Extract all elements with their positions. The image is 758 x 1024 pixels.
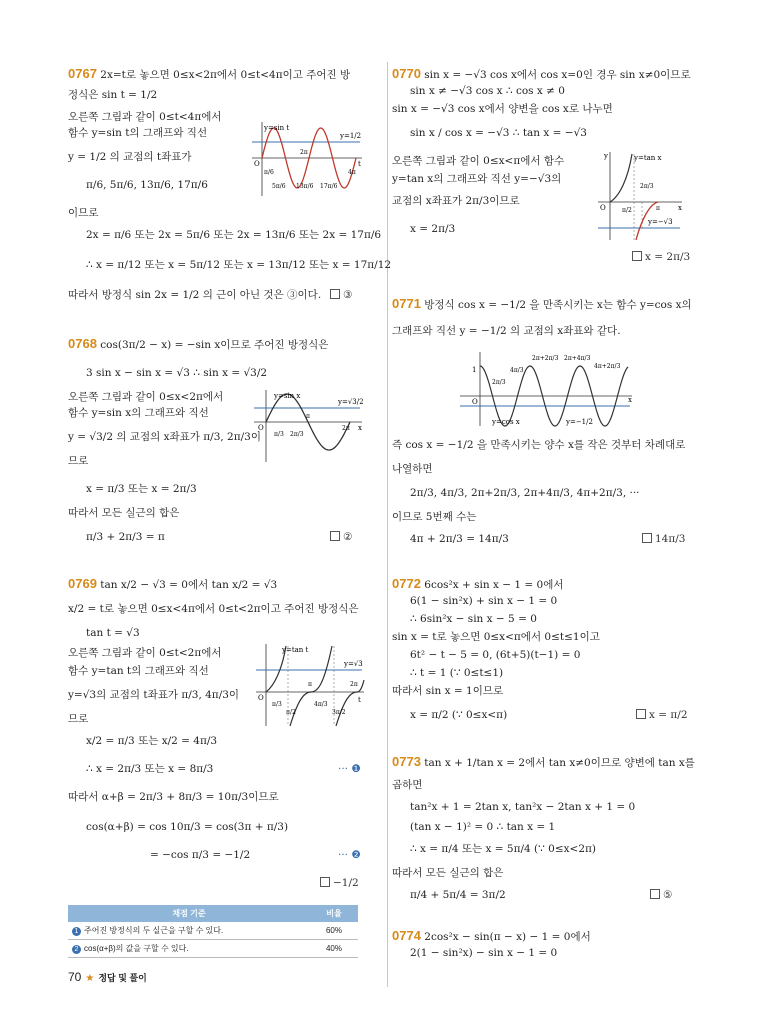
text-line: 3 sin x − sin x = √3 ∴ sin x = √3/2 bbox=[86, 367, 268, 379]
text-line: 따라서 α+β = 2π/3 + 8π/3 = 10π/3이므로 bbox=[68, 791, 279, 803]
svg-text:4π: 4π bbox=[348, 169, 356, 176]
problem-number: 0772 bbox=[392, 576, 421, 591]
text-line: 따라서 모든 실근의 합은 bbox=[68, 507, 180, 519]
svg-text:y=cos x: y=cos x bbox=[492, 418, 520, 426]
step-number-badge: 2 bbox=[72, 945, 81, 954]
svg-text:y=√3: y=√3 bbox=[344, 660, 363, 668]
svg-text:y: y bbox=[604, 152, 608, 160]
text-line: 그래프와 직선 y = −1/2 의 교점의 x좌표와 같다. bbox=[392, 325, 621, 337]
svg-text:t: t bbox=[358, 160, 361, 168]
problem-number: 0774 bbox=[392, 928, 421, 943]
problem-number: 0773 bbox=[392, 754, 421, 769]
text-line: 2π/3, 4π/3, 2π+2π/3, 2π+4π/3, 4π+2π/3, ··· bbox=[410, 487, 640, 499]
text-line: ∴ x = 2π/3 또는 x = 8π/3 bbox=[86, 763, 214, 775]
text-line: x = π/2 (∵ 0≤x<π) bbox=[410, 709, 508, 721]
text-line: 오른쪽 그림과 같이 0≤t<4π에서 bbox=[68, 111, 222, 123]
text-line: ∴ 6sin²x − sin x − 5 = 0 bbox=[410, 613, 537, 625]
text-line: 함수 y=tan t의 그래프와 직선 bbox=[68, 665, 209, 677]
answer-box-icon bbox=[330, 531, 340, 541]
answer-box-icon bbox=[650, 889, 660, 899]
text-line: π/4 + 5π/4 = 3π/2 bbox=[410, 889, 506, 901]
svg-text:O: O bbox=[472, 398, 478, 406]
text-line: y=√3의 교점의 t좌표가 π/3, 4π/3이 bbox=[68, 689, 240, 701]
svg-text:π/3: π/3 bbox=[272, 701, 282, 708]
svg-text:O: O bbox=[254, 160, 260, 168]
svg-text:y=sin x: y=sin x bbox=[274, 392, 301, 400]
svg-text:y=√3/2: y=√3/2 bbox=[338, 398, 364, 406]
problem-0772-line1: 0772 6cos²x + sin x − 1 = 0에서 bbox=[392, 576, 564, 591]
text-line: 4π + 2π/3 = 14π/3 bbox=[410, 533, 509, 545]
svg-text:2π+2π/3: 2π+2π/3 bbox=[532, 355, 559, 362]
svg-text:2π: 2π bbox=[342, 425, 350, 432]
tan-graph-0769 bbox=[252, 640, 368, 730]
text-line: 2(1 − sin²x) − sin x − 1 = 0 bbox=[410, 947, 558, 959]
text-line: sin x ≠ −√3 cos x ∴ cos x ≠ 0 bbox=[410, 85, 565, 97]
text-line: 나열하면 bbox=[392, 463, 433, 475]
text-line: 따라서 모든 실근의 합은 bbox=[392, 867, 504, 879]
answer-box-icon bbox=[642, 533, 652, 543]
text-line: 이므로 bbox=[68, 207, 99, 219]
text-line: 6(1 − sin²x) + sin x − 1 = 0 bbox=[410, 595, 558, 607]
table-header: 채점 기준 bbox=[68, 905, 310, 922]
svg-text:y=−√3: y=−√3 bbox=[648, 218, 673, 226]
text-line: 따라서 sin x = 1이므로 bbox=[392, 685, 504, 697]
text-line: y = 1/2 의 교점의 t좌표가 bbox=[68, 151, 192, 163]
svg-text:y=1/2: y=1/2 bbox=[340, 132, 362, 140]
problem-0773-line1: 0773 tan x + 1/tan x = 2에서 tan x≠0이므로 양변에 tan x를 bbox=[392, 754, 695, 769]
svg-text:5π/6: 5π/6 bbox=[272, 183, 286, 190]
problem-0771-line1: 0771 방정식 cos x = −1/2 을 만족시키는 x는 함수 y=cos x의 bbox=[392, 296, 692, 311]
svg-text:2π/3: 2π/3 bbox=[290, 431, 304, 438]
svg-text:x: x bbox=[358, 424, 362, 432]
svg-text:x: x bbox=[628, 396, 632, 404]
column-divider bbox=[387, 62, 388, 987]
text-line: (tan x − 1)² = 0 ∴ tan x = 1 bbox=[410, 821, 556, 833]
text-line: 오른쪽 그림과 같이 0≤t<2π에서 bbox=[68, 647, 222, 659]
text-line: π/3 + 2π/3 = π bbox=[86, 531, 165, 543]
sine-graph-0767 bbox=[248, 118, 366, 200]
svg-text:y=tan t: y=tan t bbox=[282, 646, 309, 654]
problem-number: 0769 bbox=[68, 576, 97, 591]
answer: ② bbox=[330, 530, 352, 545]
text-line: 정식은 sin t = 1/2 bbox=[68, 89, 158, 101]
text-line: x/2 = t로 놓으면 0≤x<4π에서 0≤t<2π이고 주어진 방정식은 bbox=[68, 603, 359, 615]
svg-text:3π/2: 3π/2 bbox=[332, 709, 346, 716]
problem-0769-line1: 0769 tan x/2 − √3 = 0에서 tan x/2 = √3 bbox=[68, 576, 278, 591]
text-line: 교점의 x좌표가 2π/3이므로 bbox=[392, 195, 520, 207]
answer: 14π/3 bbox=[642, 532, 685, 547]
text-line: x = 2π/3 bbox=[410, 223, 456, 235]
text-line: 이므로 5번째 수는 bbox=[392, 511, 477, 523]
text-line: tan²x + 1 = 2tan x, tan²x − 2tan x + 1 = 0 bbox=[410, 801, 636, 813]
svg-text:4π/3: 4π/3 bbox=[510, 367, 524, 374]
problem-number: 0771 bbox=[392, 296, 421, 311]
answer: ③ bbox=[330, 288, 352, 303]
svg-text:y=tan x: y=tan x bbox=[634, 154, 662, 162]
answer-box-icon bbox=[632, 251, 642, 261]
text-line: 오른쪽 그림과 같이 0≤x<π에서 함수 bbox=[392, 155, 565, 167]
svg-text:O: O bbox=[258, 694, 264, 702]
footer-label: 정답 및 풀이 bbox=[98, 973, 147, 983]
text-line: sin x / cos x = −√3 ∴ tan x = −√3 bbox=[410, 127, 587, 139]
svg-text:π: π bbox=[306, 413, 310, 420]
problem-number: 0768 bbox=[68, 336, 97, 351]
svg-text:y=−1/2: y=−1/2 bbox=[566, 418, 593, 426]
svg-text:π/2: π/2 bbox=[622, 207, 632, 214]
answer: −1/2 bbox=[320, 876, 359, 891]
text-line: 6t² − t − 5 = 0, (6t+5)(t−1) = 0 bbox=[410, 649, 581, 661]
problem-0768-line1: 0768 cos(3π/2 − x) = −sin x이므로 주어진 방정식은 bbox=[68, 336, 329, 351]
star-icon: ★ bbox=[85, 973, 95, 984]
text-line: ∴ x = π/4 또는 x = 5π/4 (∵ 0≤x<2π) bbox=[410, 843, 597, 855]
svg-text:2π: 2π bbox=[300, 149, 308, 156]
text-line: y=tan x의 그래프와 직선 y=−√3의 bbox=[392, 173, 562, 185]
problem-0774-line1: 0774 2cos²x − sin(π − x) − 1 = 0에서 bbox=[392, 928, 591, 943]
step-number-badge: 1 bbox=[72, 927, 81, 936]
text-line: x/2 = π/3 또는 x/2 = 4π/3 bbox=[86, 735, 218, 747]
svg-text:2π: 2π bbox=[350, 681, 358, 688]
svg-text:π: π bbox=[308, 681, 312, 688]
svg-text:π/3: π/3 bbox=[274, 431, 284, 438]
text-line: ∴ t = 1 (∵ 0≤t≤1) bbox=[410, 667, 504, 679]
text-line: y = √3/2 의 교점의 x좌표가 π/3, 2π/3이 bbox=[68, 431, 262, 443]
problem-number: 0770 bbox=[392, 66, 421, 81]
answer-box-icon bbox=[320, 877, 330, 887]
svg-text:1: 1 bbox=[472, 366, 477, 374]
answer: ⑤ bbox=[650, 888, 672, 903]
sine-graph-0768 bbox=[250, 386, 366, 466]
page-footer bbox=[68, 970, 147, 984]
text-line: sin x = t로 놓으면 0≤x<π에서 0≤t≤1이고 bbox=[392, 631, 600, 643]
text-line: 므로 bbox=[68, 713, 89, 725]
answer-box-icon bbox=[330, 289, 340, 299]
text-line: 따라서 방정식 sin 2x = 1/2 의 근이 아닌 것은 ③이다. bbox=[68, 289, 322, 301]
table-row: 1 주어진 방정식의 두 실근을 구할 수 있다. 60% bbox=[68, 922, 358, 940]
table-header: 비율 bbox=[310, 905, 358, 922]
svg-text:t: t bbox=[358, 696, 361, 704]
cos-graph-0771 bbox=[456, 348, 636, 430]
problem-number: 0767 bbox=[68, 66, 97, 81]
answer: x = π/2 bbox=[636, 708, 688, 723]
text-line: 함수 y=sin x의 그래프와 직선 bbox=[68, 407, 209, 419]
svg-text:π: π bbox=[656, 205, 660, 212]
svg-text:2π+4π/3: 2π+4π/3 bbox=[564, 355, 591, 362]
text-line: 오른쪽 그림과 같이 0≤x<2π에서 bbox=[68, 391, 224, 403]
step-marker-2: ··· ❷ bbox=[338, 849, 361, 861]
text-line: π/6, 5π/6, 13π/6, 17π/6 bbox=[86, 179, 208, 191]
svg-text:13π/6: 13π/6 bbox=[296, 183, 314, 190]
text-line: ∴ x = π/12 또는 x = 5π/12 또는 x = 13π/12 또는 x = 17π/12 bbox=[86, 259, 392, 271]
text-line: 함수 y=sin t의 그래프와 직선 bbox=[68, 127, 208, 139]
step-marker-1: ··· ❶ bbox=[338, 763, 361, 775]
text-line: 2x = π/6 또는 2x = 5π/6 또는 2x = 13π/6 또는 2x = 17π/6 bbox=[86, 229, 382, 241]
svg-text:2π/3: 2π/3 bbox=[492, 379, 506, 386]
scoring-criteria-table bbox=[68, 905, 358, 958]
svg-text:4π/3: 4π/3 bbox=[314, 701, 328, 708]
svg-text:π/6: π/6 bbox=[264, 169, 274, 176]
text-line: = −cos π/3 = −1/2 bbox=[150, 849, 251, 861]
tan-graph-0770 bbox=[594, 148, 686, 244]
text-line: sin x = −√3 cos x에서 양변을 cos x로 나누면 bbox=[392, 103, 613, 115]
svg-text:O: O bbox=[600, 204, 606, 212]
svg-text:π/2: π/2 bbox=[286, 709, 296, 716]
text-line: x = π/3 또는 x = 2π/3 bbox=[86, 483, 197, 495]
answer: x = 2π/3 bbox=[632, 250, 690, 265]
answer-box-icon bbox=[636, 709, 646, 719]
page-number: 70 bbox=[68, 970, 82, 984]
problem-0770-line1: 0770 sin x = −√3 cos x에서 cos x=0인 경우 sin x≠0이므로 bbox=[392, 66, 691, 81]
svg-text:y=sin t: y=sin t bbox=[264, 124, 290, 132]
text-line: tan t = √3 bbox=[86, 627, 140, 639]
problem-0767-line1: 0767 2x=t로 놓으면 0≤x<2π에서 0≤t<4π이고 주어진 방 bbox=[68, 66, 351, 81]
text-line: 즉 cos x = −1/2 을 만족시키는 양수 x를 작은 것부터 차례대로 bbox=[392, 439, 686, 451]
svg-text:17π/6: 17π/6 bbox=[320, 183, 338, 190]
svg-text:O: O bbox=[258, 424, 264, 432]
text-line: 므로 bbox=[68, 455, 89, 467]
svg-text:4π+2π/3: 4π+2π/3 bbox=[594, 363, 621, 370]
text-line: 곱하면 bbox=[392, 779, 423, 791]
text-line: cos(α+β) = cos 10π/3 = cos(3π + π/3) bbox=[86, 821, 289, 833]
svg-text:2π/3: 2π/3 bbox=[640, 183, 654, 190]
svg-text:x: x bbox=[678, 204, 682, 212]
table-row: 2 cos(α+β)의 값을 구할 수 있다. 40% bbox=[68, 940, 358, 958]
